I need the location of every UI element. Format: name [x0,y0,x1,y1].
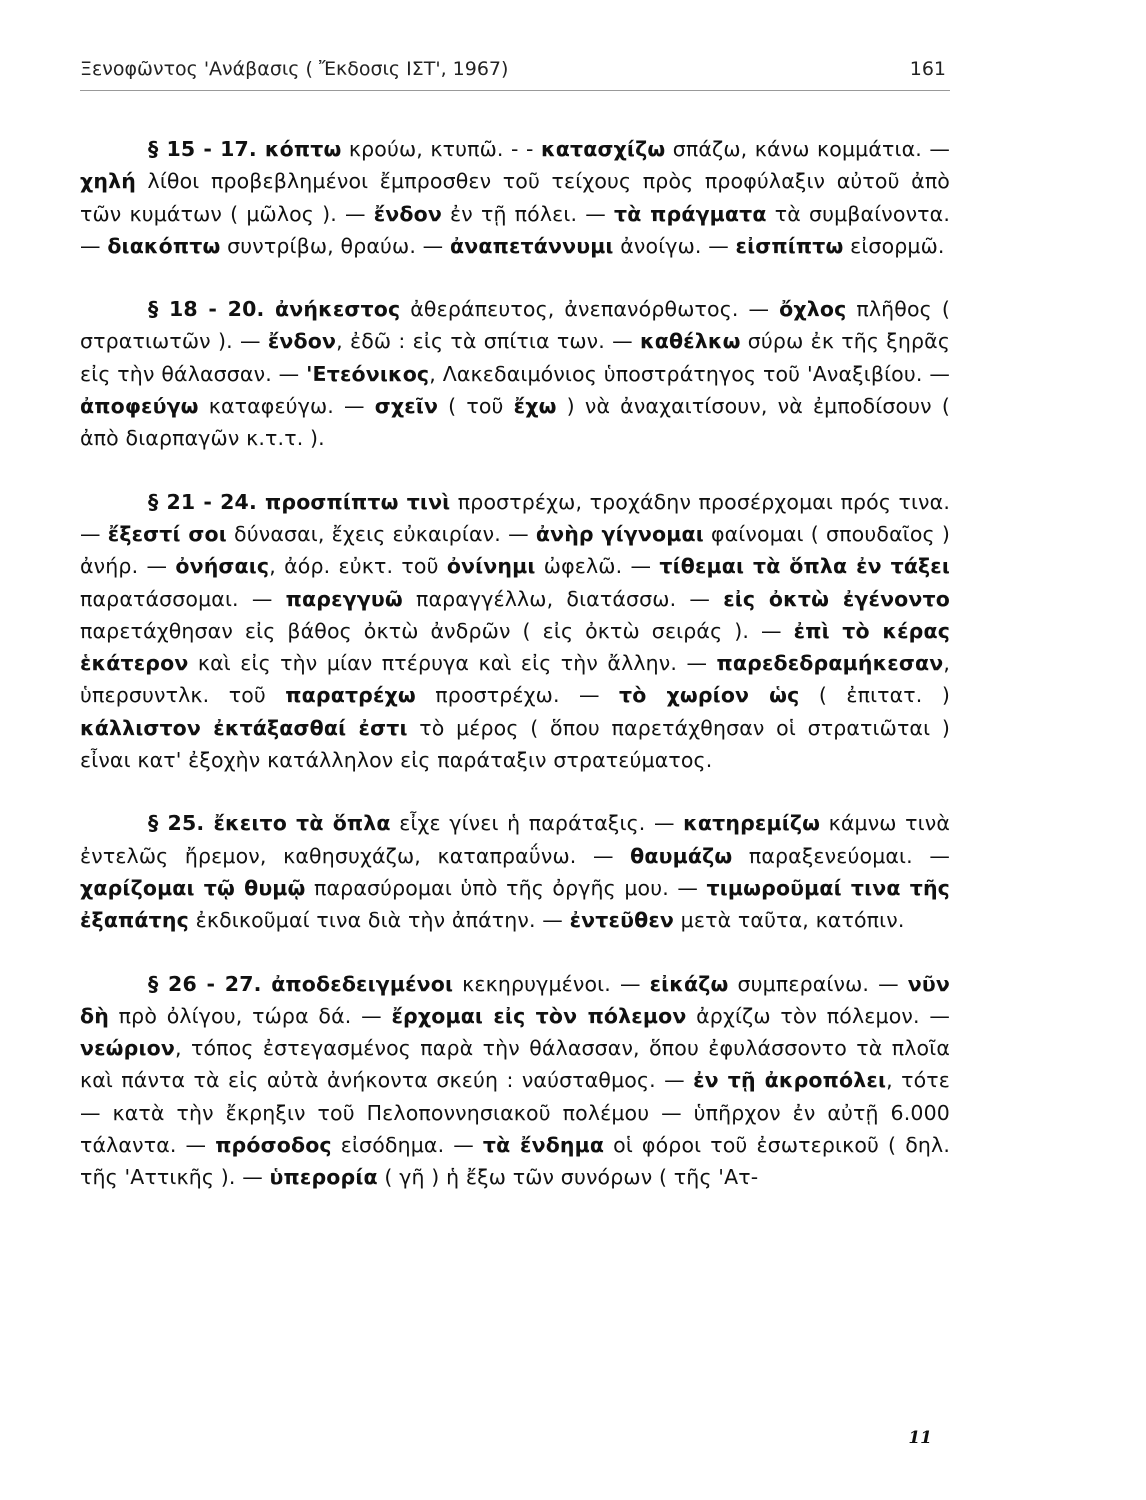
gloss-text: , ὑπερσυντλκ. τοῦ [80,651,950,708]
headword: διακόπτω [107,233,221,258]
headword: εἰς ὀκτὼ ἐγένοντο [723,586,950,611]
headword: εἰσπίπτω [735,233,844,258]
gloss-text: παραξενεύομαι. — [732,843,950,868]
paragraph-2 [80,293,950,454]
header-title: Ξενοφῶντος 'Ανάβασις ( Ἔκδοσις ΙΣΤ', 1967) [80,58,509,80]
gloss-text: , ἀόρ. εὐκτ. τοῦ [269,554,447,579]
headword: εἰκάζω [649,971,729,996]
gloss-text: λίθοι προβεβλημένοι ἔμπροσθεν τοῦ τείχους πρὸς προφύλαξιν αὐτοῦ ἀπὸ τῶν κυμάτων ( μῶλος ). — [80,169,950,226]
headword: χηλή [80,169,136,194]
gloss-text: καὶ εἰς τὴν μίαν πτέρυγα καὶ εἰς τὴν ἄλλην. — [188,651,717,676]
paragraph-5 [80,968,950,1194]
paragraph-4 [80,807,950,936]
headword: § 26 - 27. [148,971,272,996]
headword: ἐντεῦθεν [569,908,674,933]
gloss-text: σύρω ἐκ τῆς ξηρᾶς εἰς τὴν θάλασσαν. — [80,329,951,386]
headword: ἔξεστί σοι [107,521,227,546]
gloss-text: συμπεραίνω. — [728,971,908,996]
headword: ὑπερορία [269,1165,378,1190]
headword: σχεῖν [374,394,439,419]
running-header [80,58,950,91]
headword: κατασχίζω [541,137,666,161]
gloss-text: , τόπος ἐστεγασμένος παρὰ τὴν θάλασσαν, ὅπου ἐφυλάσσοντο τὰ πλοῖα καὶ πάντα τὰ εἰς αὐτὰ ἀνήκοντα σκεύη : ναύσταθμος. — [80,1036,950,1093]
headword: ἔχω [513,394,557,419]
gloss-text: , Λακεδαιμόνιος ὑποστράτηγος τοῦ 'Αναξιβίου. — [429,361,950,386]
gloss-text: ( γῆ ) ἡ ἔξω τῶν συνόρων ( τῆς 'Ατ- [377,1165,759,1190]
headword: τιμωροῦμαί τινα τῆς ἐξαπάτης [80,875,950,933]
gloss-text: προστρέχω. — [415,683,620,708]
gloss-text: συντρίβω, θραύω. — [220,233,450,258]
page-number: 161 [909,58,946,80]
gloss-text: , τότε — κατὰ τὴν ἔκρηξιν τοῦ Πελοποννησιακοῦ πολέμου — ὑπῆρχον ἐν αὐτῇ 6.000 τάλαντα. — [80,1068,950,1158]
gloss-text: δύνασαι, ἔχεις εὐκαιρίαν. — [226,521,536,546]
gloss-text: κρούω, κτυπῶ. - - [341,137,542,161]
headword: πρόσοδος [215,1133,332,1158]
headword: παρεγγυῶ [285,586,403,611]
gloss-text: εἰσορμῶ. [843,233,945,258]
gloss-text: φαίνομαι ( σπουδαῖος ) ἀνήρ. — [80,521,950,579]
gloss-text: εἰσόδημα. — [331,1133,483,1158]
headword: προσπίπτω τινὶ [265,489,451,514]
gloss-text: καταφεύγω. — [198,394,375,419]
gloss-text: ( τοῦ [438,394,514,419]
headword: ἀποδεδειγμένοι [271,971,454,996]
headword: ἀναπετάννυμι [450,233,614,258]
gloss-text: ἀρχίζω τὸν πόλεμον. — [686,1003,950,1028]
headword: § 21 - 24. [148,489,265,514]
headword: χαρίζομαι τῷ θυμῷ [80,875,306,900]
gloss-text: τὰ συμβαίνοντα. — [80,201,950,258]
headword: νῦν δὴ [80,971,950,1028]
gloss-text: οἱ φόροι τοῦ ἐσωτερικοῦ ( δηλ. τῆς 'Αττικῆς ). — [80,1133,950,1190]
paragraph-1 [80,133,950,262]
headword: ἔνδον [373,201,442,226]
gloss-text: ἐκδικοῦμαί τινα διὰ τὴν ἀπάτην. — [188,908,570,933]
gloss-text: ) νὰ ἀναχαιτίσουν, νὰ ἐμποδίσουν ( ἀπὸ διαρπαγῶν κ.τ.τ. ). [80,394,950,451]
headword: ἔρχομαι εἰς τὸν πόλεμον [391,1003,687,1028]
gloss-text: ( ἐπιτατ. ) [799,683,950,708]
gloss-text: ἀνοίγω. — [613,233,736,258]
headword: ἔνδον [267,329,337,354]
headword: τὰ ἔνδημα [482,1133,605,1158]
headword: παρατρέχω [285,683,416,708]
headword: καθέλκω [640,329,741,354]
body-text [80,133,950,1194]
headword: § 18 - 20. [148,297,276,322]
paragraph-3 [80,486,950,777]
page [80,58,950,1458]
gloss-text: εἶχε γίνει ἡ παράταξις. — [390,811,684,836]
headword: τίθεμαι τὰ ὅπλα ἐν τάξει [659,554,951,579]
gloss-text: κεκηρυγμένοι. — [453,971,650,996]
headword: κατηρεμίζω [683,811,821,836]
headword: θαυμάζω [630,843,733,868]
gloss-text: παρασύρομαι ὑπὸ τῆς ὀργῆς μου. — [305,875,707,900]
headword: ὀνίνημι [446,554,536,579]
headword: νεώριον [80,1036,175,1061]
headword: τὰ πράγματα [613,201,767,226]
headword: κάλλιστον ἐκτάξασθαί ἐστι [80,715,408,740]
gloss-text: , ἐδῶ : εἰς τὰ σπίτια των. — [336,329,640,354]
gloss-text: ὠφελῶ. — [535,554,660,579]
headword: κόπτω [264,137,342,161]
headword: ὄχλος [779,297,847,322]
headword: ἀποφεύγω [80,394,199,419]
gloss-text: παρετάχθησαν εἰς βάθος ὀκτὼ ἀνδρῶν ( εἰς ὀκτὼ σειράς ). — [80,618,794,643]
gloss-text: ἐν τῇ πόλει. — [441,201,614,226]
headword: 'Ετεόνικος [306,361,430,386]
headword: ἔκειτο τὰ ὅπλα [213,811,391,836]
gloss-text: πρὸ ὀλίγου, τώρα δά. — [108,1003,392,1028]
headword: § 15 - 17. [148,137,265,161]
headword: § 25. [148,811,214,836]
headword: τὸ χωρίον ὡς [619,683,800,708]
headword: παρεδεδραμήκεσαν [716,651,944,676]
gloss-text: ἀθεράπευτος, ἀνεπανόρθωτος. — [400,297,780,322]
gloss-text: μετὰ ταῦτα, κατόπιν. [674,908,905,933]
gloss-text: σπάζω, κάνω κομμάτια. — [665,137,951,161]
headword: ὀνήσαις [175,554,270,579]
signature-mark: 11 [908,1428,932,1448]
gloss-text: παρατάσσομαι. — [80,586,286,611]
gloss-text: τὸ μέρος ( ὅπου παρετάχθησαν οἱ στρατιῶται ) εἶναι κατ' ἐξοχὴν κατάλληλον εἰς παράταξιν στρατεύματος. [80,715,950,773]
gloss-text: προστρέχω, τροχάδην προσέρχομαι πρός τινα. — [80,489,950,546]
headword: ἐπὶ τὸ κέρας ἑκάτερον [80,618,951,676]
gloss-text: πλῆθος ( στρατιωτῶν ). — [80,297,950,354]
gloss-text: παραγγέλλω, διατάσσω. — [402,586,724,611]
gloss-text: κάμνω τινὰ ἐντελῶς ἤρεμον, καθησυχάζω, καταπραΰνω. — [80,811,950,868]
headword: ἀνὴρ γίγνομαι [535,521,704,546]
headword: ἀνήκεστος [275,297,401,322]
headword: ἐν τῇ ἀκροπόλει [693,1068,887,1093]
